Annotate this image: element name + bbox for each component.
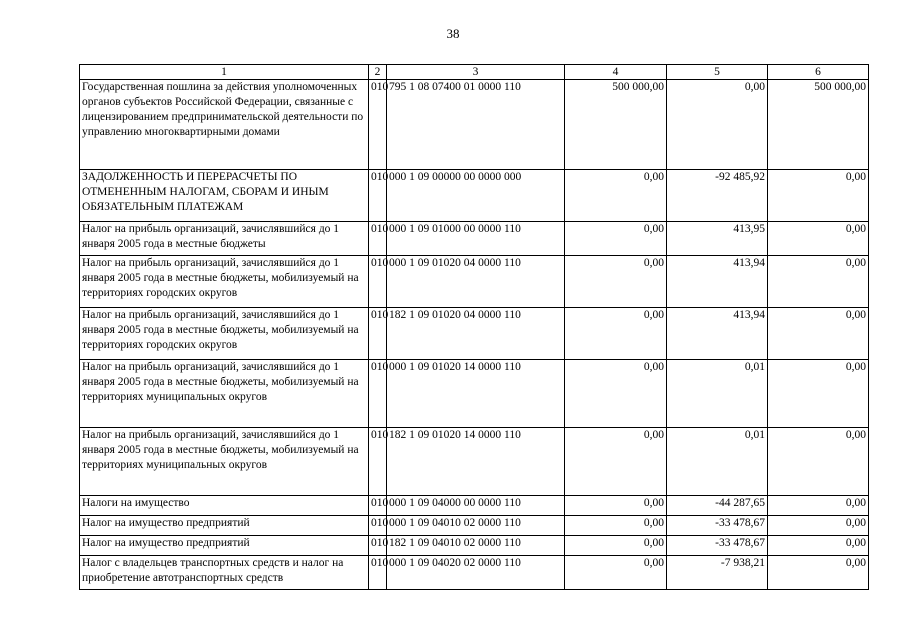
col-header-2: 2: [369, 65, 387, 80]
row-value-6: 0,00: [768, 222, 869, 256]
row-budget-code: 000 1 09 00000 00 0000 000: [387, 170, 565, 222]
row-value-5: 0,01: [667, 360, 768, 428]
row-budget-code: 182 1 09 01020 04 0000 110: [387, 308, 565, 360]
row-value-6: 0,00: [768, 556, 869, 590]
row-value-5: 0,00: [667, 80, 768, 170]
row-admin-code: 010: [369, 80, 387, 170]
row-name: Налог на прибыль организаций, зачислявшийся до 1 января 2005 года в местные бюджеты, мобилизуемый на территориях городских округов: [80, 256, 369, 308]
row-value-4: 0,00: [565, 308, 667, 360]
row-name: Налог на прибыль организаций, зачислявшийся до 1 января 2005 года в местные бюджеты, мобилизуемый на территориях муниципальных округов: [80, 360, 369, 428]
row-budget-code: 000 1 09 04020 02 0000 110: [387, 556, 565, 590]
table-row: [80, 256, 869, 308]
row-admin-code: 010: [369, 516, 387, 536]
row-name: Государственная пошлина за действия уполномоченных органов субъектов Российской Федерации, связанные с лицензированием предпринимательской деятельности по управлению многоквартирными домами: [80, 80, 369, 170]
row-value-6: 0,00: [768, 516, 869, 536]
row-admin-code: 010: [369, 170, 387, 222]
row-value-4: 0,00: [565, 536, 667, 556]
row-budget-code: 000 1 09 01020 14 0000 110: [387, 360, 565, 428]
row-value-5: 413,94: [667, 308, 768, 360]
table-row: [80, 80, 869, 170]
table-row: [80, 536, 869, 556]
row-value-6: 0,00: [768, 496, 869, 516]
table-row: [80, 308, 869, 360]
table-row: [80, 360, 869, 428]
row-admin-code: 010: [369, 496, 387, 516]
col-header-6: 6: [768, 65, 869, 80]
row-value-5: -92 485,92: [667, 170, 768, 222]
row-value-4: 0,00: [565, 496, 667, 516]
row-value-5: -7 938,21: [667, 556, 768, 590]
row-budget-code: 000 1 09 04010 02 0000 110: [387, 516, 565, 536]
row-value-6: 0,00: [768, 536, 869, 556]
row-admin-code: 010: [369, 308, 387, 360]
row-name: Налог на прибыль организаций, зачислявшийся до 1 января 2005 года в местные бюджеты: [80, 222, 369, 256]
table-row: [80, 428, 869, 496]
row-value-4: 0,00: [565, 222, 667, 256]
row-name: Налоги на имущество: [80, 496, 369, 516]
table-row: [80, 556, 869, 590]
row-value-6: 0,00: [768, 360, 869, 428]
row-value-5: 0,01: [667, 428, 768, 496]
row-admin-code: 010: [369, 428, 387, 496]
row-name: Налог на прибыль организаций, зачислявшийся до 1 января 2005 года в местные бюджеты, мобилизуемый на территориях муниципальных округов: [80, 428, 369, 496]
row-budget-code: 182 1 09 04010 02 0000 110: [387, 536, 565, 556]
row-budget-code: 795 1 08 07400 01 0000 110: [387, 80, 565, 170]
col-header-1: 1: [80, 65, 369, 80]
row-name: Налог на имущество предприятий: [80, 516, 369, 536]
row-admin-code: 010: [369, 222, 387, 256]
table-row: [80, 516, 869, 536]
row-name: ЗАДОЛЖЕННОСТЬ И ПЕРЕРАСЧЕТЫ ПО ОТМЕНЕННЫМ НАЛОГАМ, СБОРАМ И ИНЫМ ОБЯЗАТЕЛЬНЫМ ПЛАТЕЖАМ: [80, 170, 369, 222]
row-value-5: -33 478,67: [667, 516, 768, 536]
header-row: [80, 65, 869, 80]
row-admin-code: 010: [369, 256, 387, 308]
row-value-5: -44 287,65: [667, 496, 768, 516]
row-budget-code: 000 1 09 01000 00 0000 110: [387, 222, 565, 256]
row-budget-code: 000 1 09 01020 04 0000 110: [387, 256, 565, 308]
row-value-4: 0,00: [565, 256, 667, 308]
row-admin-code: 010: [369, 360, 387, 428]
col-header-3: 3: [387, 65, 565, 80]
table-row: [80, 222, 869, 256]
row-value-4: 0,00: [565, 360, 667, 428]
page-number: 38: [446, 26, 460, 41]
row-name: Налог на имущество предприятий: [80, 536, 369, 556]
row-admin-code: 010: [369, 556, 387, 590]
row-value-5: 413,94: [667, 256, 768, 308]
row-value-4: 500 000,00: [565, 80, 667, 170]
row-value-4: 0,00: [565, 428, 667, 496]
budget-table: [79, 64, 869, 590]
row-value-5: 413,95: [667, 222, 768, 256]
table-row: [80, 170, 869, 222]
table-row: [80, 496, 869, 516]
row-budget-code: 000 1 09 04000 00 0000 110: [387, 496, 565, 516]
row-value-6: 0,00: [768, 428, 869, 496]
row-value-6: 0,00: [768, 170, 869, 222]
row-budget-code: 182 1 09 01020 14 0000 110: [387, 428, 565, 496]
col-header-4: 4: [565, 65, 667, 80]
row-name: Налог на прибыль организаций, зачислявшийся до 1 января 2005 года в местные бюджеты, мобилизуемый на территориях городских округов: [80, 308, 369, 360]
row-value-4: 0,00: [565, 516, 667, 536]
row-value-5: -33 478,67: [667, 536, 768, 556]
row-admin-code: 010: [369, 536, 387, 556]
row-value-6: 0,00: [768, 256, 869, 308]
row-name: Налог с владельцев транспортных средств и налог на приобретение автотранспортных средств: [80, 556, 369, 590]
row-value-6: 0,00: [768, 308, 869, 360]
row-value-6: 500 000,00: [768, 80, 869, 170]
row-value-4: 0,00: [565, 170, 667, 222]
col-header-5: 5: [667, 65, 768, 80]
row-value-4: 0,00: [565, 556, 667, 590]
